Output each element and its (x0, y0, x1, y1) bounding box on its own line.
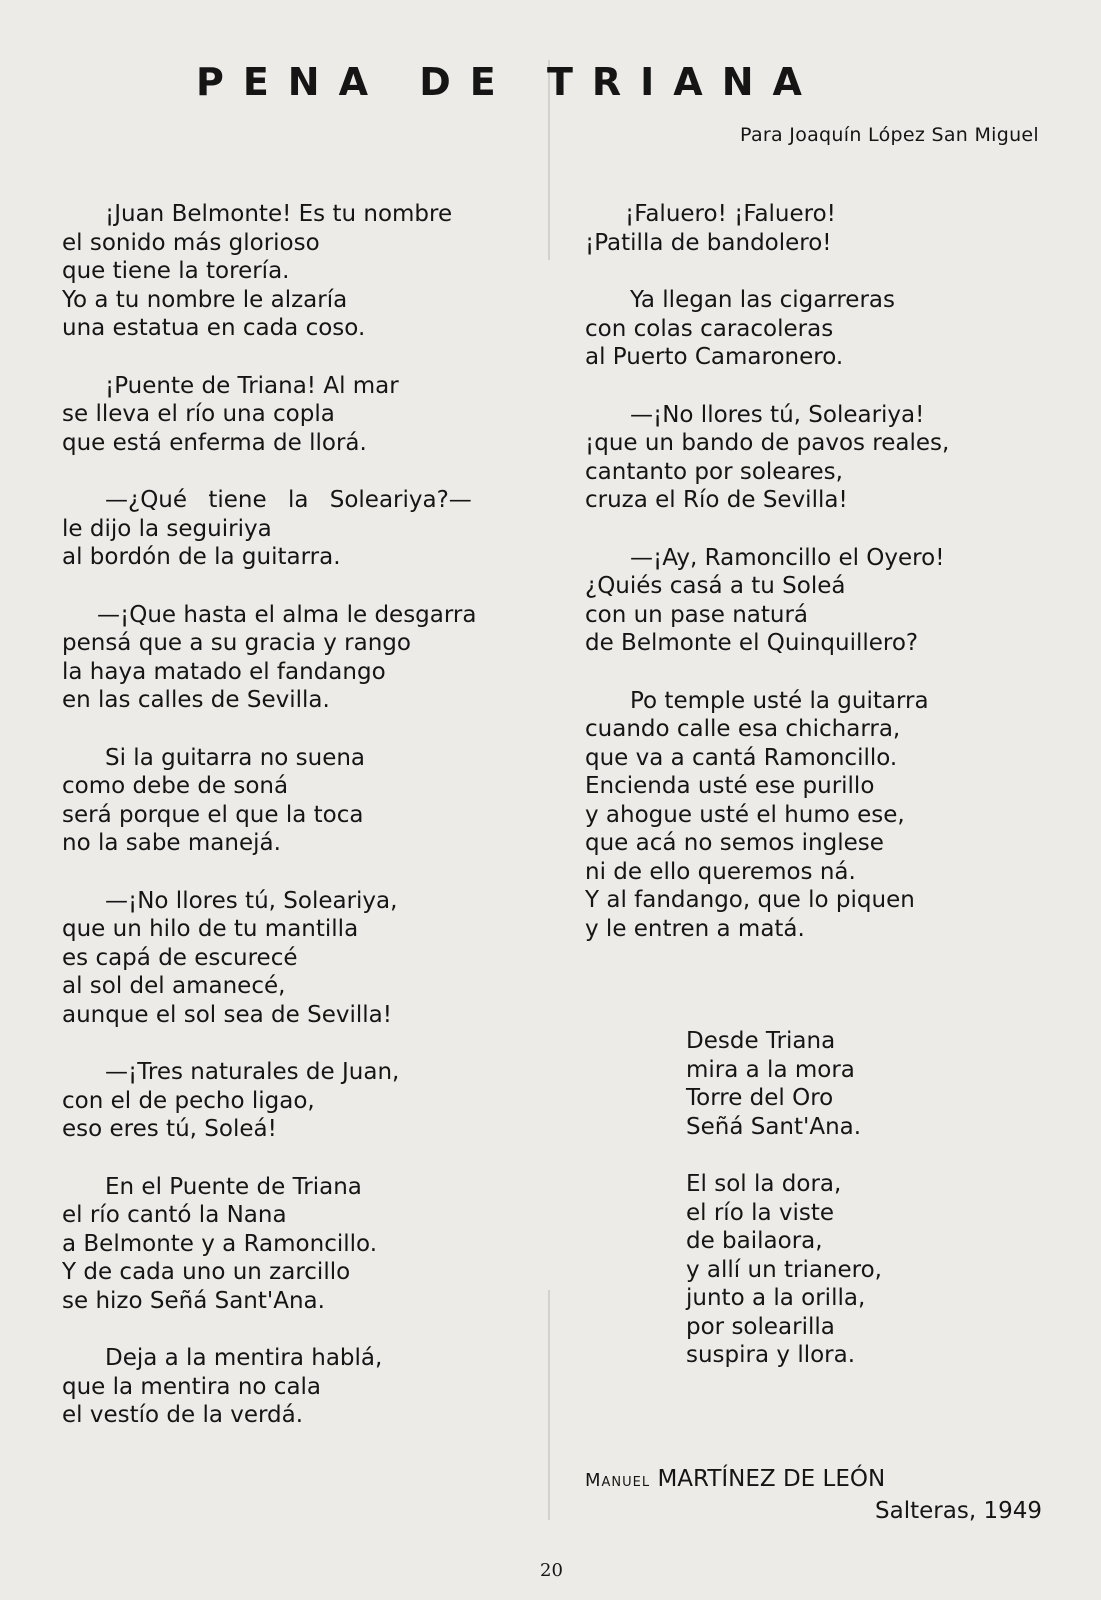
stanza (62, 486, 542, 572)
verse-line: se hizo Señá Sant'Ana. (62, 1287, 325, 1314)
verse-line: que la mentira no cala (62, 1373, 322, 1400)
verse-line: que está enferma de llorá. (62, 429, 367, 456)
stanza (62, 1058, 542, 1144)
verse-line: —¡No llores tú, Soleariya! (630, 401, 925, 428)
verse-line: como debe de soná (62, 773, 289, 799)
verse-line: de Belmonte el Quinquillero? (585, 630, 919, 656)
ghost-divider (548, 1290, 550, 1520)
stanza (62, 200, 542, 343)
stanza (585, 544, 1045, 658)
verse-line: no la sabe manejá. (62, 830, 281, 856)
verse-line: Señá Sant'Ana. (686, 1113, 862, 1140)
verse-line: al bordón de la guitarra. (62, 544, 341, 570)
verse-line: junto a la orilla, (686, 1285, 866, 1311)
verse-line: cantanto por soleares, (585, 458, 843, 485)
verse-line: la haya matado el fandango (62, 658, 386, 685)
verse-line: Si la guitarra no suena (105, 744, 366, 771)
verse-line: ¡Puente de Triana! Al mar (105, 372, 399, 399)
verse-line: Yo a tu nombre le alzaría (62, 286, 348, 313)
verse-line: El sol la dora, (686, 1171, 842, 1197)
verse-line: Encienda usté ese purillo (585, 773, 875, 799)
verse-line: que va a cantá Ramoncillo. (585, 744, 898, 771)
verse-line: mira a la mora (686, 1056, 855, 1083)
stanza (62, 744, 542, 858)
verse-line: el río cantó la Nana (62, 1202, 287, 1228)
verse-line: Ya llegan las cigarreras (630, 287, 895, 313)
verse-line: Po temple usté la guitarra (630, 687, 929, 714)
verse-line: suspira y llora. (686, 1342, 856, 1368)
verse-line: es capá de escurecé (62, 944, 298, 971)
right-column (585, 200, 1045, 1370)
verse-line: que acá no semos inglese (585, 830, 884, 856)
verse-line: ni de ello queremos ná. (585, 858, 856, 885)
verse-line: —¡Que hasta el alma le desgarra (97, 601, 477, 628)
verse-line: el río la viste (686, 1199, 835, 1226)
verse-line: Desde Triana (686, 1028, 836, 1054)
signature (585, 1464, 1042, 1526)
stanza (62, 601, 542, 715)
verse-line: una estatua en cada coso. (62, 315, 366, 341)
stanza (585, 687, 1045, 944)
verse-line: que tiene la torería. (62, 258, 290, 284)
verse-line: por solearilla (686, 1313, 835, 1340)
verse-line: cruza el Río de Sevilla! (585, 487, 848, 513)
verse-line: —¡Ay, Ramoncillo el Oyero! (630, 544, 945, 571)
verse-line: al sol del amanecé, (62, 973, 286, 999)
verse-line: con colas caracoleras (585, 315, 834, 342)
verse-line: En el Puente de Triana (105, 1173, 362, 1200)
verse-line: a Belmonte y a Ramoncillo. (62, 1230, 378, 1257)
verse-line: será porque el que la toca (62, 801, 364, 828)
stanza (585, 1170, 1045, 1370)
verse-line: —¡No llores tú, Soleariya, (105, 887, 398, 914)
stanza (62, 1173, 542, 1316)
page-number: 20 (540, 1560, 563, 1581)
verse-line: ¡que un bando de pavos reales, (585, 430, 950, 456)
verse-line: ¡Patilla de bandolero! (585, 229, 832, 256)
verse-line: con un pase naturá (585, 601, 809, 628)
verse-line: aunque el sol sea de Sevilla! (62, 1001, 392, 1028)
verse-line: el vestío de la verdá. (62, 1402, 304, 1428)
verse-line: eso eres tú, Soleá! (62, 1116, 277, 1142)
verse-line: en las calles de Sevilla. (62, 687, 330, 713)
verse-line: Deja a la mentira hablá, (105, 1345, 383, 1371)
verse-line: de bailaora, (686, 1228, 823, 1254)
poem-title: PENA DE TRIANA (196, 60, 821, 104)
verse-line: que un hilo de tu mantilla (62, 916, 359, 942)
verse-line: al Puerto Camaronero. (585, 344, 844, 370)
verse-line: y le entren a matá. (585, 915, 805, 942)
verse-line: y allí un trianero, (686, 1256, 882, 1283)
verse-line: ¡Faluero! ¡Faluero! (625, 201, 836, 227)
verse-line: con el de pecho ligao, (62, 1087, 315, 1114)
verse-line: le dijo la seguiriya (62, 515, 272, 542)
stanza (62, 372, 542, 458)
place-date: Salteras, 1949 (875, 1498, 1042, 1524)
verse-line: y ahogue usté el humo ese, (585, 801, 905, 828)
verse-line: pensá que a su gracia y rango (62, 630, 411, 656)
verse-line: —¡Tres naturales de Juan, (105, 1059, 400, 1085)
verse-line: cuando calle esa chicharra, (585, 716, 901, 742)
author-surname: MARTÍNEZ DE LEÓN (657, 1466, 886, 1492)
stanza (585, 200, 1045, 257)
verse-line: Y de cada uno un zarcillo (62, 1259, 351, 1285)
verse-line: se lleva el río una copla (62, 401, 335, 427)
stanza (585, 1027, 1045, 1141)
verse-line: ¡Juan Belmonte! Es tu nombre (105, 201, 453, 227)
author-name (585, 1464, 1042, 1496)
stanza (585, 401, 1045, 515)
verse-line: Y al fandango, que lo piquen (585, 887, 915, 913)
verse-line: Torre del Oro (686, 1085, 834, 1111)
verse-line: ¿Quiés casá a tu Soleá (585, 573, 846, 599)
verse-line: el sonido más glorioso (62, 229, 320, 256)
stanza (62, 887, 542, 1030)
stanza (585, 286, 1045, 372)
left-column (62, 200, 542, 1430)
stanza (62, 1344, 542, 1430)
dedication: Para Joaquín López San Miguel (740, 124, 1039, 146)
verse-line: —¿Qué tiene la Soleariya?— (105, 487, 472, 513)
author-first-name: Manuel (585, 1470, 651, 1491)
